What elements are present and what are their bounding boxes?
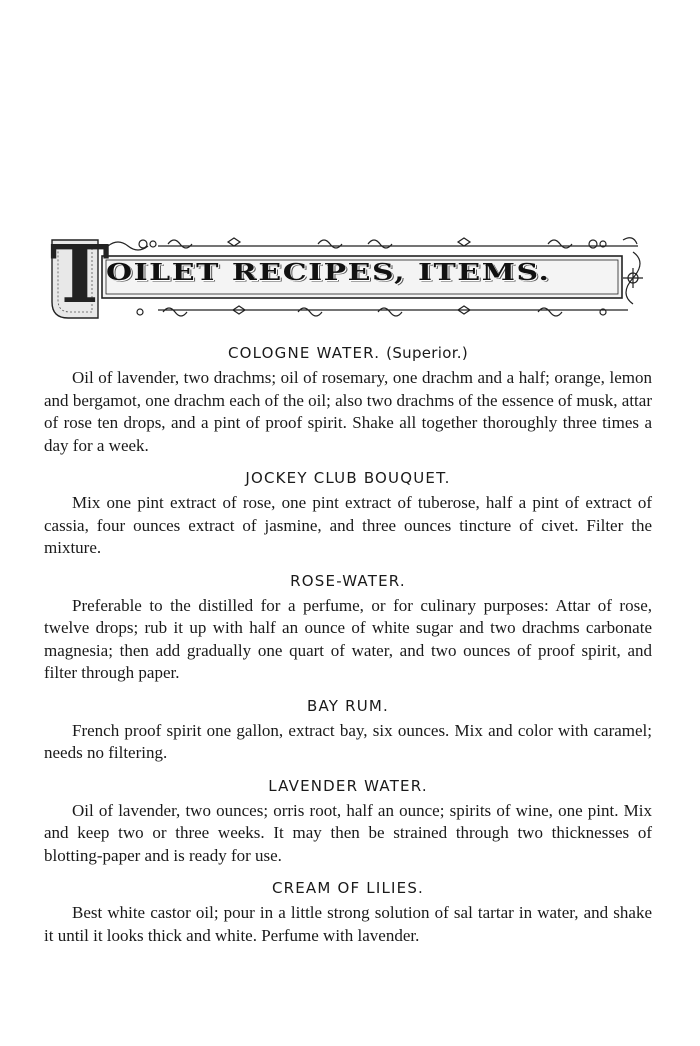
- recipe-heading: CREAM OF LILIES.: [271, 879, 425, 897]
- recipe-jockey-club-bouquet: [44, 467, 652, 560]
- recipe-text: Oil of lavender, two drachms; oil of rosemary, one drachm and a half; orange, lemon and bergamot, one drachm each of the oil; also two drachms of the essence of musk, attar of rose ten drops, and a pint of proof spirit. Shake all together thoroughly three times a day for a week.: [44, 368, 652, 455]
- recipe-heading: JOCKEY CLUB BOUQUET.: [245, 469, 451, 487]
- recipe-text: French proof spirit one gallon, extract bay, six ounces. Mix and color with caramel; needs no filtering.: [44, 720, 652, 762]
- recipe-heading: BAY RUM.: [306, 696, 390, 715]
- recipes-list: [44, 342, 652, 957]
- recipe-heading: COLOGNE WATER. (Superior.): [227, 344, 469, 362]
- title-banner: [48, 227, 648, 324]
- recipe-heading: LAVENDER WATER.: [268, 776, 428, 795]
- recipe-subheading: (Superior.): [386, 344, 469, 362]
- recipe-text: Mix one pint extract of rose, one pint extract of tuberose, half a pint of extract of cassia, four ounces extract of jasmine, and three ounces tincture of civet. Filter the mixture.: [44, 493, 652, 557]
- drop-cap-letter: T: [50, 227, 110, 321]
- recipe-cologne-water: [44, 342, 652, 457]
- recipe-text: Best white castor oil; pour in a little strong solution of sal tartar in water, and shake it until it looks thick and white. Perfume with lavender.: [44, 903, 652, 945]
- recipe-lavender-water: [44, 775, 652, 868]
- recipe-rose-water: [44, 570, 652, 685]
- banner-title: OILET RECIPES, ITEMS.: [106, 259, 551, 287]
- recipe-heading: ROSE-WATER.: [290, 571, 406, 590]
- recipe-bay-rum: [44, 695, 652, 765]
- recipe-text: Preferable to the distilled for a perfume, or for culinary purposes: Attar of rose, twelve drops; rub it up with half an ounce of white sugar and two drachms carbonate magnesia; then add gradually one quart of water, and two ounces of proof spirit, and filter through paper.: [44, 595, 652, 682]
- recipe-cream-of-lilies: [44, 877, 652, 947]
- recipe-text: Oil of lavender, two ounces; orris root, half an ounce; spirits of wine, one pint. Mix and keep two or three weeks. It may then be strained through two thicknesses of blotting-paper and is ready for use.: [44, 800, 652, 865]
